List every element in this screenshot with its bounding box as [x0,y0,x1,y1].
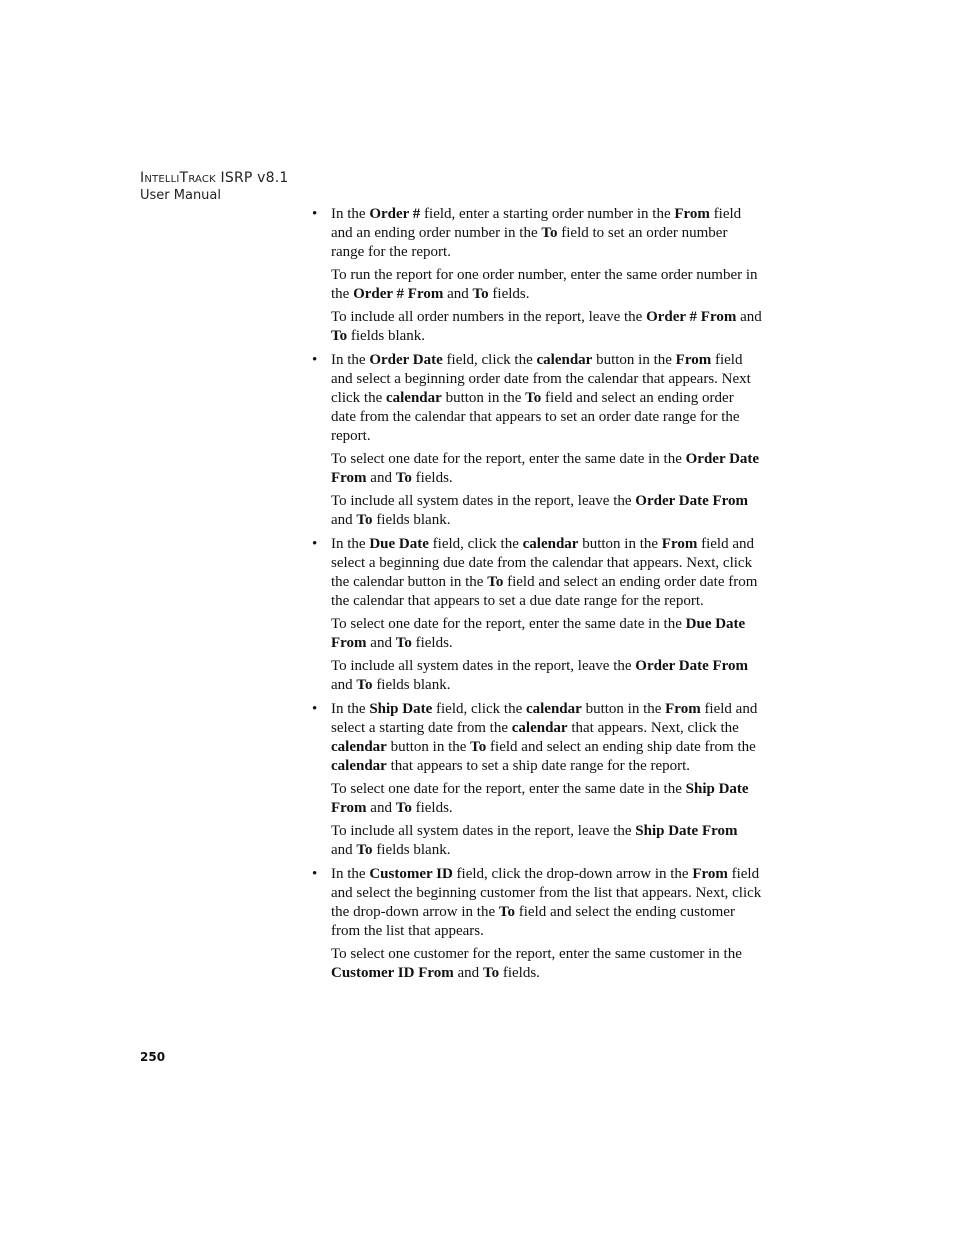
bullet-paragraph [331,351,762,446]
bullet-item [312,205,762,346]
bold-term: calendar [385,390,442,406]
bold-term: calendar [511,720,568,736]
text-run: To select one date for the report, enter the same date in the [331,616,686,632]
note-paragraph [331,615,762,653]
note-paragraph [331,657,762,695]
bold-term: calendar [331,739,387,755]
text-run: In the [331,352,370,368]
bold-term: To [395,800,412,816]
text-run: button in the [578,536,662,552]
bold-term: Order Date [369,352,443,368]
bold-term: To [395,635,412,651]
bold-term: From [661,536,698,552]
bold-term: To [470,739,487,755]
note-paragraph [331,450,762,488]
text-run: and [366,470,396,486]
text-run: fields. [488,286,530,302]
text-run: that appears. Next, click the [567,720,739,736]
note-paragraph [331,266,762,304]
text-run: field, click the drop-down arrow in the [452,866,693,882]
bullet-paragraph [331,535,762,611]
bold-term: From [675,352,712,368]
text-run: To run the report for one order number, enter the same order number in the [331,267,758,302]
text-run: fields blank. [372,512,451,528]
bold-term: From [692,866,728,882]
bold-term: calendar [525,701,582,717]
text-run: field, click the [442,352,537,368]
text-run: and [736,309,762,325]
note-paragraph [331,822,762,860]
bold-term: Order # From [353,286,444,302]
title-smallcaps-2: rack [188,170,216,186]
running-header [140,169,289,204]
bold-term: Ship Date From [635,823,738,839]
bold-term: Order # [369,206,421,222]
text-run: field, enter a starting order number in the [420,206,675,222]
text-run: field and select the ending customer from the list that appears. [331,904,735,939]
bullet-icon: • [312,866,318,882]
text-run: field to set an order number range for the report. [331,225,728,260]
bold-term: To [395,470,412,486]
text-run: To select one date for the report, enter the same date in the [331,451,686,467]
text-run: button in the [386,739,471,755]
bullet-icon: • [312,206,318,222]
bold-term: To [498,904,516,920]
bold-term: To [472,286,489,302]
text-run: fields. [411,635,453,651]
bullet-item [312,535,762,695]
note-paragraph [331,780,762,818]
bullet-icon: • [312,536,318,552]
text-run: field and select an ending ship date from the [486,739,756,755]
bold-term: Order Date From [635,493,749,509]
bold-term: To [331,328,348,344]
text-run: field and select the beginning customer from the list that appears. Next, click the drop-down arrow in the [331,866,762,920]
bold-term: calendar [331,758,387,774]
bold-term: Order # From [646,309,737,325]
bullet-item [312,865,762,983]
text-run: field and select a starting date from the [331,701,758,736]
text-run: To include all system dates in the report, leave the [331,493,636,509]
text-run: field and select a beginning order date from the calendar that appears. Next click the [331,352,751,406]
text-run: and [366,635,396,651]
text-run: field and select a beginning due date from the calendar that appears. Next, click the calendar button in the [331,536,754,590]
bullet-paragraph [331,205,762,262]
bold-term: calendar [522,536,579,552]
text-run: field and select an ending order date from the calendar that appears to set an order date range for the report. [331,390,740,444]
text-run: fields blank. [347,328,426,344]
bold-term: To [356,512,373,528]
bold-term: To [487,574,504,590]
bullet-item [312,700,762,860]
text-run: To include all order numbers in the report, leave the [331,309,647,325]
text-run: To include all system dates in the report, leave the [331,658,636,674]
note-paragraph [331,492,762,530]
bold-term: To [356,677,373,693]
text-run: field, click the [432,701,526,717]
text-run: In the [331,206,370,222]
bold-term: Due Date From [331,616,746,651]
bold-term: Due Date [369,536,429,552]
text-run: field and an ending order number in the [331,206,742,241]
text-run: To select one customer for the report, enter the same customer in the [331,946,742,962]
text-run: and [443,286,473,302]
text-run: and [331,677,357,693]
bullet-item [312,351,762,530]
bullet-paragraph [331,865,762,941]
document-subtitle: User Manual [140,188,222,203]
bold-term: calendar [536,352,593,368]
title-smallcaps-1: ntelli [144,170,180,186]
title-initial-2: T [179,170,189,186]
text-run: button in the [592,352,676,368]
bold-term: Order Date From [331,451,760,486]
text-run: button in the [581,701,666,717]
text-run: that appears to set a ship date range for the report. [386,758,691,774]
text-run: In the [331,701,370,717]
text-run: In the [331,866,370,882]
text-run: field and select an ending order date from the calendar that appears to set a due date range for the report. [331,574,758,609]
text-run: and [453,965,483,981]
text-run: fields. [411,800,453,816]
title-initial: I [140,170,145,186]
text-run: and [331,842,357,858]
bold-term: Customer ID From [331,965,454,981]
text-run: fields. [411,470,453,486]
text-run: In the [331,536,370,552]
text-run: fields blank. [372,677,451,693]
bold-term: Order Date From [635,658,749,674]
text-run: button in the [441,390,526,406]
text-run: and [366,800,396,816]
title-version: ISRP v8.1 [215,170,289,186]
bullet-icon: • [312,701,318,717]
text-run: field, click the [428,536,523,552]
bullet-paragraph [331,700,762,776]
bold-term: To [525,390,542,406]
text-run: and [331,512,357,528]
note-paragraph [331,945,762,983]
text-run: To select one date for the report, enter the same date in the [331,781,686,797]
page-number: 250 [140,1050,166,1064]
bold-term: To [541,225,558,241]
document-title [140,169,289,187]
bold-term: From [665,701,701,717]
bold-term: To [482,965,500,981]
text-run: fields. [499,965,540,981]
note-paragraph [331,308,762,346]
text-run: To include all system dates in the report, leave the [331,823,636,839]
bold-term: To [356,842,373,858]
bold-term: Ship Date [369,701,433,717]
bold-term: Ship Date From [331,781,749,816]
text-run: fields blank. [372,842,451,858]
bold-term: Customer ID [369,866,453,882]
bullet-icon: • [312,352,318,368]
bold-term: From [674,206,710,222]
body-content [312,205,762,988]
